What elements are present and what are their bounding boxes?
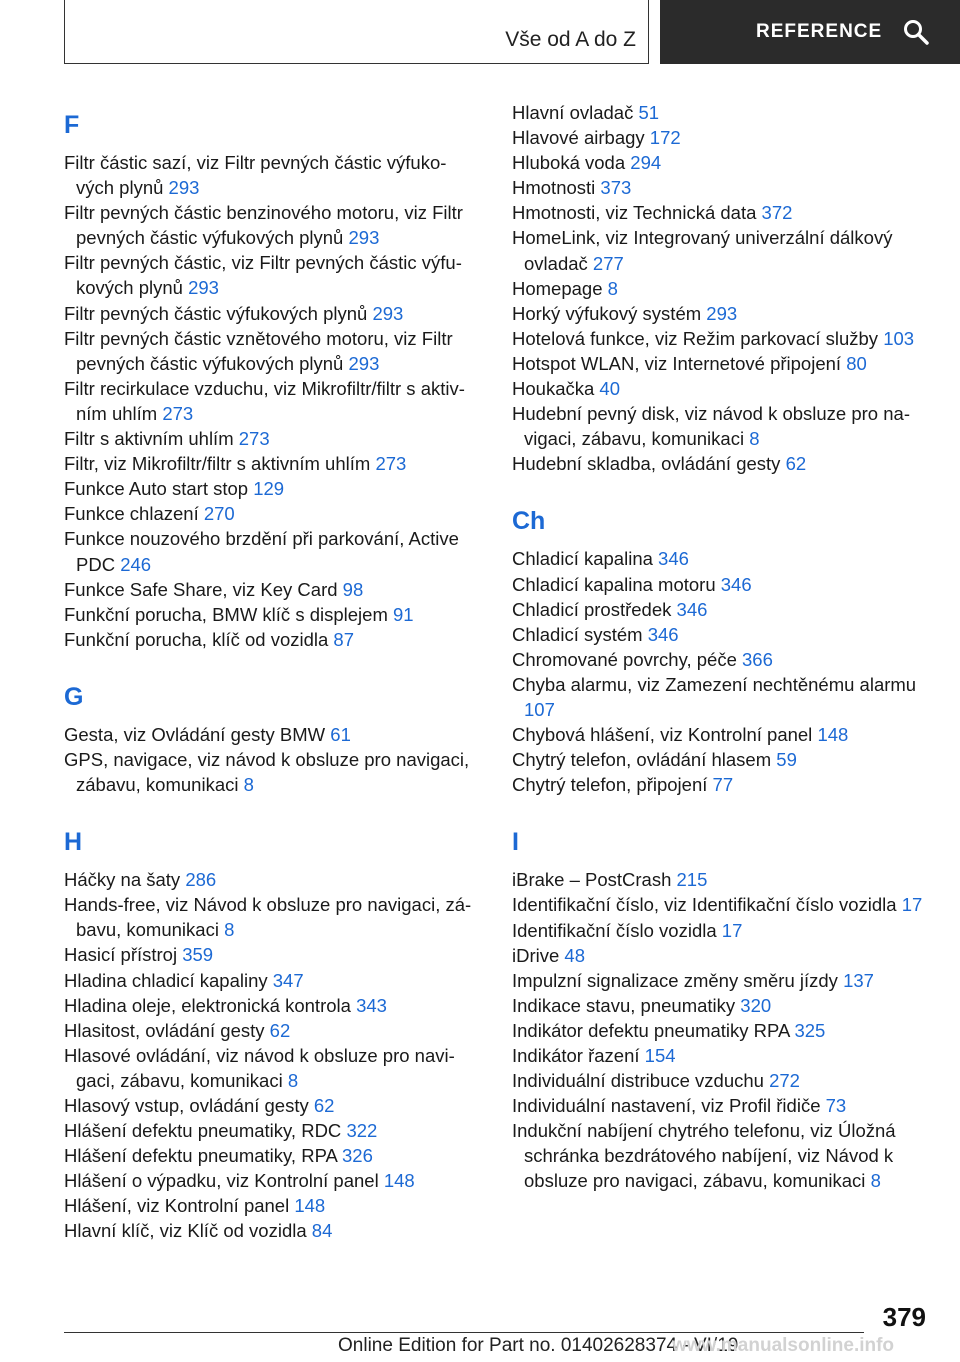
index-entry-text: Hasicí přístroj — [64, 944, 178, 966]
page-link[interactable]: 154 — [644, 1045, 676, 1066]
page-link[interactable]: 103 — [883, 327, 915, 349]
index-entry-text: Hotspot WLAN, viz Internetové připojení — [512, 352, 842, 374]
index-entry — [64, 376, 476, 426]
index-entry — [512, 125, 926, 150]
index-entry — [64, 426, 476, 451]
page-link[interactable]: 215 — [676, 869, 708, 891]
index-entry — [512, 326, 926, 351]
page-link[interactable]: 8 — [287, 1069, 299, 1091]
page-link[interactable]: 84 — [311, 1220, 333, 1242]
index-entry — [64, 1218, 476, 1243]
index-entry — [512, 1018, 926, 1043]
index-entry — [512, 376, 926, 401]
index-entry-text: Filtr recirkulace vzduchu, viz Mikrofiltr/filtr s aktiv-ním uhlím — [64, 377, 465, 424]
index-entry-text: Hlasové ovládání, viz návod k obsluze pro navi-gaci, zábavu, komunikaci — [64, 1044, 455, 1091]
index-entry-text: Funkční porucha, klíč od vozidla — [64, 628, 329, 650]
index-entry — [64, 501, 476, 526]
page-link[interactable]: 61 — [330, 723, 351, 745]
index-entry — [64, 867, 476, 892]
page-link[interactable]: 51 — [638, 102, 660, 123]
index-entry-text: Individuální distribuce vzduchu — [512, 1070, 764, 1092]
index-entry — [512, 672, 926, 722]
page-link[interactable]: 272 — [769, 1070, 800, 1092]
index-entry — [64, 1018, 476, 1043]
page-link[interactable]: 148 — [383, 1170, 415, 1192]
page-link[interactable]: 293 — [372, 302, 404, 324]
index-entry-text: Chladicí systém — [512, 623, 643, 645]
page-link[interactable]: 80 — [846, 352, 867, 374]
index-entry-text: Hmotnosti, viz Technická data — [512, 202, 757, 224]
page-link[interactable]: 73 — [825, 1095, 847, 1117]
index-entry — [64, 722, 476, 747]
page-link[interactable]: 294 — [630, 152, 662, 174]
index-entry — [64, 200, 476, 250]
page-link[interactable]: 346 — [720, 573, 752, 595]
index-entry-text: Funkční porucha, BMW klíč s displejem — [64, 603, 388, 625]
page-link[interactable]: 62 — [313, 1095, 335, 1116]
index-entry-text: Indikátor řazení — [512, 1045, 640, 1066]
index-entry — [64, 627, 476, 652]
page-link[interactable]: 347 — [272, 969, 304, 991]
index-entry-text: Hudební skladba, ovládání gesty — [512, 453, 781, 475]
index-letter-heading: I — [512, 828, 519, 857]
index-entry-text: Chybová hlášení, viz Kontrolní panel — [512, 724, 813, 746]
index-entry — [64, 993, 476, 1018]
page-link[interactable]: 273 — [162, 402, 194, 424]
index-entry-text: Funkce chlazení — [64, 503, 199, 525]
page-link[interactable]: 320 — [740, 994, 772, 1016]
page-link[interactable]: 293 — [348, 352, 380, 374]
index-entry — [64, 602, 476, 627]
index-entry-text: Indikace stavu, pneumatiky — [512, 994, 736, 1016]
index-entry-text: HomeLink, viz Integrovaný univerzální dálkový ovladač — [512, 227, 893, 274]
page-link[interactable]: 293 — [348, 227, 380, 249]
page-link[interactable]: 17 — [721, 919, 743, 941]
index-entry-text: Individuální nastavení, viz Profil řidiče — [512, 1095, 821, 1117]
page-link[interactable]: 59 — [776, 749, 797, 771]
reference-tab[interactable] — [660, 0, 960, 64]
index-entry — [512, 918, 926, 943]
index-entry — [512, 276, 926, 301]
index-entry — [512, 622, 926, 647]
index-entry-text: Hlášení defektu pneumatiky, RDC — [64, 1120, 342, 1142]
index-entry — [512, 572, 926, 597]
index-entry-text: Gesta, viz Ovládání gesty BMW — [64, 723, 326, 745]
page-link[interactable]: 8 — [870, 1170, 881, 1192]
index-entry — [512, 1043, 926, 1068]
index-entry — [512, 943, 926, 968]
page-link[interactable]: 129 — [253, 478, 285, 500]
page-link[interactable]: 87 — [333, 628, 354, 650]
index-entry — [512, 150, 926, 175]
index-entry — [512, 993, 926, 1018]
index-entry — [512, 301, 926, 326]
section-gap — [64, 797, 476, 817]
index-entry — [512, 968, 926, 993]
page-link[interactable]: 293 — [168, 177, 200, 199]
page-link[interactable]: 373 — [600, 177, 632, 199]
index-entry-text: Chladicí prostředek — [512, 598, 672, 620]
index-entry — [64, 451, 476, 476]
breadcrumb[interactable]: Vše od A do Z — [505, 28, 636, 51]
index-entry-text: Filtr pevných částic vznětového motoru, viz Filtr pevných částic výfukových plynů — [64, 327, 453, 374]
index-entry — [512, 747, 926, 772]
index-entry-text: Chytrý telefon, připojení — [512, 774, 708, 796]
index-entry — [64, 747, 476, 797]
index-entry — [64, 250, 476, 300]
index-entry-text: Hotelová funkce, viz Režim parkovací služby — [512, 327, 879, 349]
index-letter-heading: H — [64, 828, 83, 857]
index-entry — [64, 577, 476, 602]
index-entry — [64, 326, 476, 376]
index-entry — [512, 451, 926, 476]
page-link[interactable]: 326 — [342, 1145, 373, 1167]
section-gap — [64, 652, 476, 672]
index-entry-text: Funkce nouzového brzdění při parkování, Active PDC — [64, 528, 459, 575]
index-entry — [64, 301, 476, 326]
index-entry-text: Hlášení, viz Kontrolní panel — [64, 1195, 290, 1217]
page-link[interactable]: 293 — [188, 277, 219, 299]
page-link[interactable]: 270 — [203, 503, 235, 525]
page-link[interactable]: 273 — [375, 453, 407, 475]
index-entry-text: GPS, navigace, viz návod k obsluze pro navigaci, zábavu, komunikaci — [64, 748, 470, 796]
page-link[interactable]: 246 — [120, 553, 152, 575]
index-column-right — [512, 100, 926, 1194]
index-entry — [512, 225, 926, 275]
index-entry — [512, 100, 926, 125]
index-entry — [64, 892, 476, 942]
index-entry — [512, 1068, 926, 1093]
index-entry-text: Hluboká voda — [512, 152, 626, 174]
index-entry-text: Filtr pevných částic, viz Filtr pevných částic výfu-kových plynů — [64, 252, 462, 299]
page-link[interactable]: 48 — [564, 944, 585, 966]
index-entry — [512, 1093, 926, 1118]
page-link[interactable]: 286 — [185, 869, 217, 891]
index-entry-text: Impulzní signalizace změny směru jízdy — [512, 969, 838, 991]
index-entry — [64, 1118, 476, 1143]
page-link[interactable]: 62 — [785, 453, 807, 475]
index-entry — [512, 175, 926, 200]
index-entry-text: Chladicí kapalina motoru — [512, 573, 716, 595]
page-link[interactable]: 277 — [592, 252, 624, 274]
index-entry — [512, 401, 926, 451]
index-entry-text: Chytrý telefon, ovládání hlasem — [512, 749, 772, 771]
index-entry — [512, 597, 926, 622]
index-entry — [512, 1118, 926, 1193]
index-entry — [512, 892, 926, 917]
index-letter-heading: G — [64, 682, 84, 711]
index-entry-text: Hladina chladicí kapaliny — [64, 969, 268, 991]
page-link[interactable]: 273 — [238, 428, 270, 450]
index-entry-text: Chyba alarmu, viz Zamezení nechtěnému alarmu — [512, 673, 917, 695]
index-entry-text: Funkce Safe Share, viz Key Card — [64, 578, 338, 600]
index-entry — [64, 150, 476, 200]
page-link[interactable]: 366 — [742, 648, 773, 670]
index-entry-text: Houkačka — [512, 378, 595, 400]
page-link[interactable]: 343 — [356, 994, 387, 1016]
page-link[interactable]: 172 — [649, 127, 681, 149]
page-link[interactable]: 148 — [817, 724, 849, 746]
index-entry — [64, 526, 476, 576]
page-link[interactable]: 91 — [393, 603, 414, 625]
page-link[interactable]: 62 — [269, 1019, 291, 1041]
page-number: 379 — [882, 1302, 926, 1332]
index-entry-text: Filtr pevných částic benzinového motoru, viz Filtr pevných částic výfukových plynů — [64, 202, 463, 249]
search-icon[interactable] — [902, 18, 930, 46]
section-gap — [512, 797, 926, 817]
index-entry-text: Hladina oleje, elektronická kontrola — [64, 994, 351, 1016]
index-entry-text: Chromované povrchy, péče — [512, 648, 737, 670]
index-column-left — [64, 100, 476, 1244]
index-entry-text: Funkce Auto start stop — [64, 478, 249, 500]
index-entry — [512, 351, 926, 376]
footer-edition: Online Edition for Part no. 01402628374 - VI/19 — [338, 1335, 739, 1356]
index-entry-text: Chladicí kapalina — [512, 548, 653, 570]
index-entry — [512, 647, 926, 672]
page-link[interactable]: 322 — [346, 1120, 378, 1142]
index-entry — [64, 1043, 476, 1093]
index-entry — [64, 942, 476, 967]
index-entry-text: Hlášení defektu pneumatiky, RPA — [64, 1145, 337, 1167]
index-entry-text: Hlavní ovladač — [512, 102, 634, 123]
page-link[interactable]: 148 — [294, 1195, 326, 1217]
page-link[interactable]: 17 — [901, 894, 923, 916]
index-entry-text: Hlavové airbagy — [512, 127, 645, 149]
index-entry-text: Hlavní klíč, viz Klíč od vozidla — [64, 1220, 307, 1242]
index-entry-text: Háčky na šaty — [64, 869, 181, 891]
page-link[interactable]: 293 — [706, 302, 738, 324]
index-entry — [512, 200, 926, 225]
page-link[interactable]: 8 — [749, 428, 760, 450]
index-letter-heading: F — [64, 111, 80, 139]
footer-divider — [64, 1332, 864, 1333]
index-entry — [512, 772, 926, 797]
page-link[interactable]: 346 — [647, 623, 679, 645]
index-entry — [64, 476, 476, 501]
index-entry-text: Indukční nabíjení chytrého telefonu, viz Úložná schránka bezdrátového nabíjení, viz Návod k obsluze pro navigaci, zábavu, komunikaci — [512, 1120, 896, 1192]
index-entry — [512, 722, 926, 747]
page-link[interactable]: 137 — [843, 969, 874, 991]
index-entry-text: Hlasitost, ovládání gesty — [64, 1019, 265, 1041]
index-entry — [64, 1093, 476, 1118]
index-entry — [64, 1168, 476, 1193]
page-link[interactable]: 346 — [676, 598, 708, 620]
index-entry-text: Hlášení o výpadku, viz Kontrolní panel — [64, 1170, 379, 1192]
index-entry-text: Filtr s aktivním uhlím — [64, 428, 234, 450]
page-link[interactable]: 107 — [524, 698, 555, 720]
page-link[interactable]: 359 — [182, 944, 214, 966]
index-entry-text: Filtr, viz Mikrofiltr/filtr s aktivním uhlím — [64, 453, 371, 475]
page-link[interactable]: 8 — [224, 919, 235, 941]
index-entry-text: iBrake – PostCrash — [512, 869, 672, 891]
index-entry-text: Indikátor defektu pneumatiky RPA — [512, 1019, 790, 1041]
index-entry-text: iDrive — [512, 944, 560, 966]
index-entry-text: Identifikační číslo, viz Identifikační číslo vozidla — [512, 894, 897, 916]
index-entry-text: Hudební pevný disk, viz návod k obsluze pro na-vigaci, zábavu, komunikaci — [512, 403, 910, 450]
index-entry-text: Filtr pevných částic výfukových plynů — [64, 302, 368, 324]
section-gap — [512, 476, 926, 496]
reference-label: REFERENCE — [756, 21, 883, 42]
index-entry-text: Horký výfukový systém — [512, 302, 702, 324]
index-entry — [64, 968, 476, 993]
page-link[interactable]: 8 — [243, 774, 254, 796]
index-entry-text: Filtr částic sazí, viz Filtr pevných částic výfuko-vých plynů — [64, 152, 447, 199]
page-link[interactable]: 40 — [599, 378, 620, 400]
page-link[interactable]: 346 — [658, 548, 689, 570]
header-frame — [64, 0, 649, 64]
page-link[interactable]: 372 — [761, 202, 793, 224]
watermark: www.manualsonline.info — [672, 1335, 895, 1356]
page-link[interactable]: 98 — [342, 578, 364, 600]
index-entry-text: Hands-free, viz Návod k obsluze pro navigaci, zá-bavu, komunikaci — [64, 894, 472, 941]
page-link[interactable]: 8 — [607, 277, 618, 299]
index-entry-text: Hmotnosti — [512, 177, 596, 199]
index-entry — [512, 867, 926, 892]
index-entry — [64, 1143, 476, 1168]
index-entry-text: Homepage — [512, 277, 603, 299]
page-link[interactable]: 325 — [794, 1019, 826, 1041]
index-entry-text: Hlasový vstup, ovládání gesty — [64, 1095, 309, 1116]
index-letter-heading: Ch — [512, 507, 546, 536]
page-link[interactable]: 77 — [712, 774, 734, 796]
index-entry — [64, 1193, 476, 1218]
index-entry — [512, 546, 926, 571]
index-entry-text: Identifikační číslo vozidla — [512, 919, 717, 941]
